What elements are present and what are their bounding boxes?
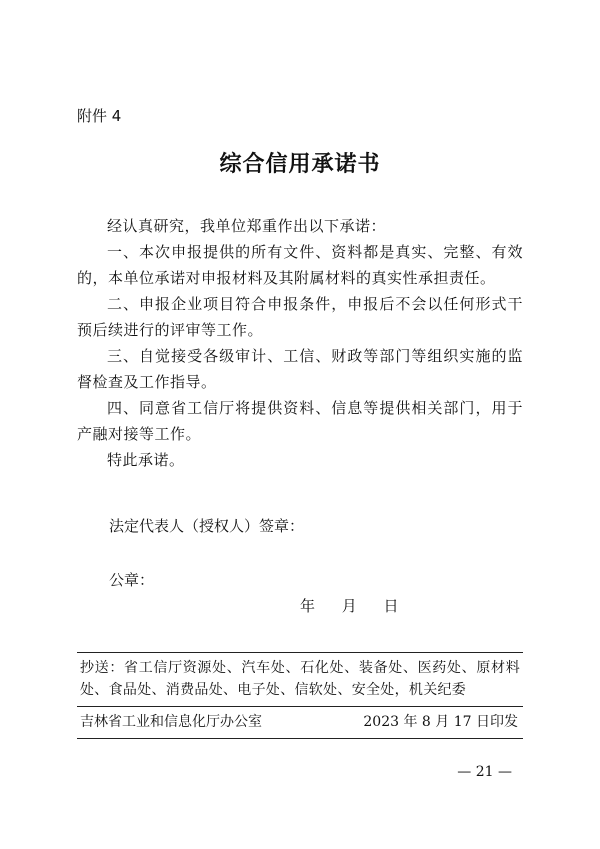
paragraph-item-2: 二、申报企业项目符合申报条件，申报后不会以任何形式干预后续进行的评审等工作。 xyxy=(77,295,523,339)
paragraph-item-3: 三、自觉接受各级审计、工信、财政等部门等组织实施的监督检查及工作指导。 xyxy=(77,347,523,391)
cc-distribution: 抄送：省工信厅资源处、汽车处、石化处、装备处、医药处、原材料处、食品处、消费品处、电子处、信软处、安全处，机关纪委 xyxy=(80,660,520,698)
document-title: 综合信用承诺书 xyxy=(219,151,381,177)
issue-date: 2023 年 8 月 17 日印发 xyxy=(363,714,518,730)
footer-rule-bottom xyxy=(77,738,523,739)
signature-label: 法定代表人（授权人）签章： xyxy=(109,517,305,535)
issuing-office: 吉林省工业和信息化厅办公室 xyxy=(80,714,262,730)
page-number: — 21 — xyxy=(457,764,512,780)
paragraph-item-1: 一、本次申报提供的所有文件、资料都是真实、完整、有效的，本单位承诺对申报材料及其附属材料的真实性承担责任。 xyxy=(77,243,523,287)
attachment-label: 附件 4 xyxy=(77,107,122,125)
seal-label: 公章： xyxy=(109,571,155,589)
paragraph-item-4: 四、同意省工信厅将提供资料、信息等提供相关部门，用于产融对接等工作。 xyxy=(77,399,523,443)
paragraph-intro: 经认真研究，我单位郑重作出以下承诺： xyxy=(107,217,387,235)
footer-rule-top xyxy=(77,652,523,653)
paragraph-closing: 特此承诺。 xyxy=(107,451,185,469)
commitment-body xyxy=(77,213,523,473)
footer-rule-middle xyxy=(77,706,523,707)
date-placeholder: 年 月 日 xyxy=(300,597,399,615)
